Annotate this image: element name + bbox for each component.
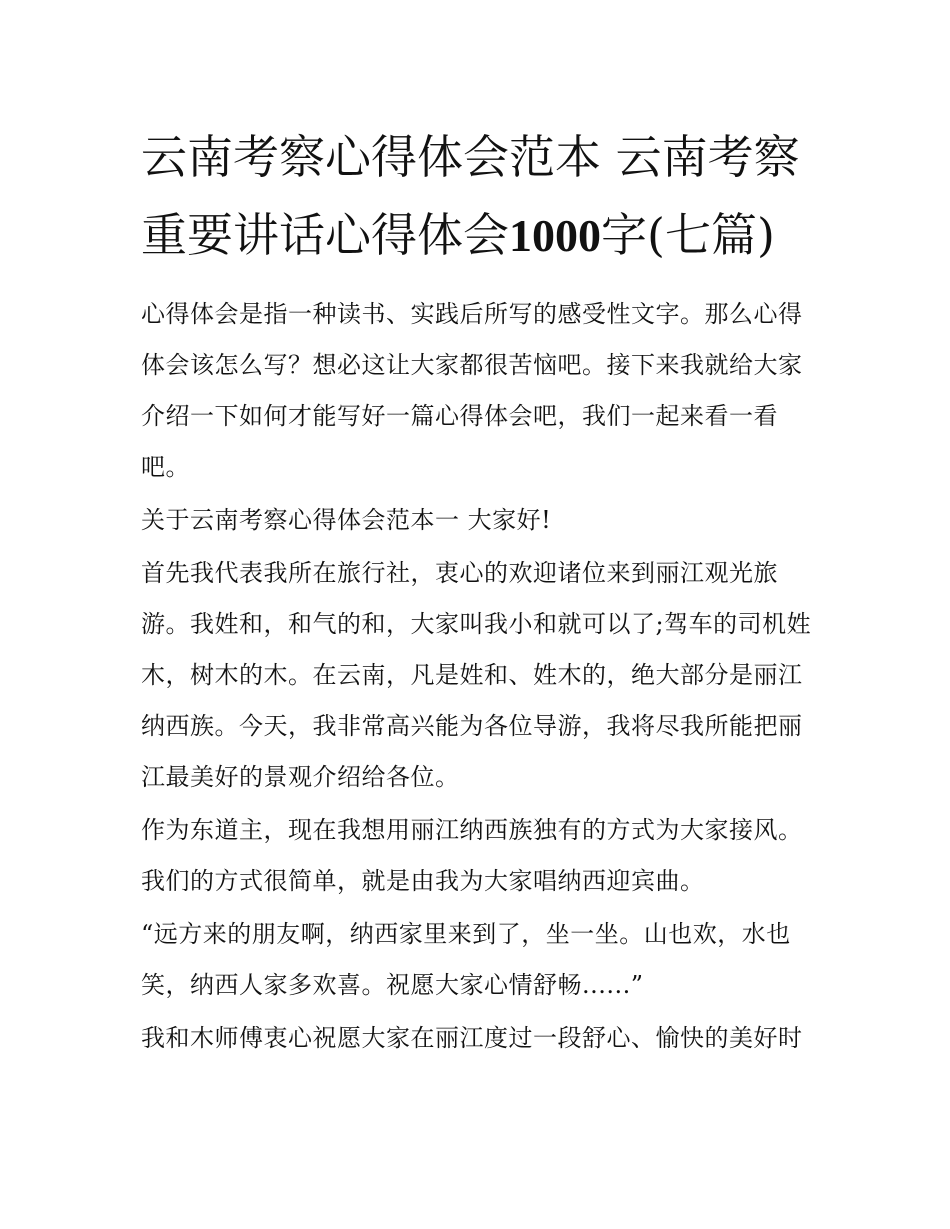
document-title	[141, 118, 821, 275]
title-text-part2: 字(七篇)	[601, 208, 775, 262]
paragraph-intro: 心得体会是指一种读书、实践后所写的感受性文字。那么心得体会该怎么写？想必这让大家都很苦恼吧。接下来我就给大家介绍一下如何才能写好一篇心得体会吧，我们一起来看一看吧。	[141, 300, 803, 481]
paragraph-song: “远方来的朋友啊，纳西家里来到了，坐一坐。山也欢，水也笑，纳西人家多欢喜。祝愿大家心情舒畅......”	[141, 920, 791, 999]
paragraph-welcome: 首先我代表我所在旅行社，衷心的欢迎诸位来到丽江观光旅游。我姓和，和气的和，大家叫我小和就可以了;驾车的司机姓木，树木的木。在云南，凡是姓和、姓木的，绝大部分是丽江纳西族。今天，我非常高兴能为各位导游，我将尽我所能把丽江最美好的景观介绍给各位。	[141, 559, 812, 791]
document-content	[141, 118, 821, 1066]
paragraph-host: 作为东道主，现在我想用丽江纳西族独有的方式为大家接风。我们的方式很简单，就是由我为大家唱纳西迎宾曲。	[141, 816, 803, 895]
title-text-part1: 云南考察心得体会范本 云南考察重要讲话心得体会	[141, 130, 800, 262]
paragraph-wishes: 我和木师傅衷心祝愿大家在丽江度过一段舒心、愉快的美好时	[141, 1024, 803, 1052]
paragraph-section-heading: 关于云南考察心得体会范本一 大家好!	[141, 506, 552, 534]
title-number: 1000	[509, 210, 601, 261]
